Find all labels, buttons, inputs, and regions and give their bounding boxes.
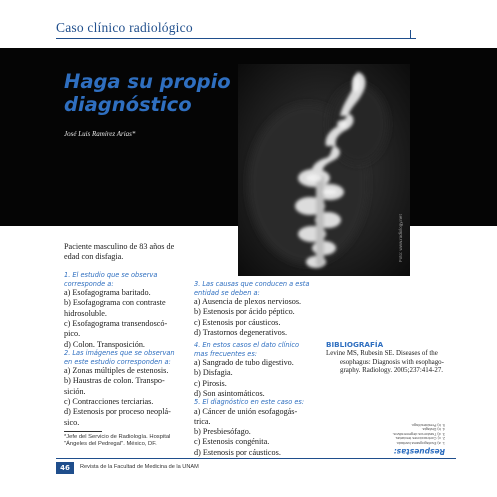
title-rule-end: [410, 30, 411, 39]
image-credit: Foto: www.radiology.net: [398, 214, 403, 262]
answer-option: d) Estenosis por proceso neoplá-: [64, 407, 171, 417]
author-name: José Luis Ramírez Arias*: [64, 130, 136, 138]
bibliography-heading: BIBLIOGRAFÍA: [326, 340, 384, 349]
bibliography-line: esophagus: Diagnosis with esophago-: [340, 358, 444, 366]
bibliography-line: graphy. Radiology. 2005;237:414-27.: [340, 367, 444, 375]
title-rule: [56, 38, 416, 39]
answer-option: a) Zonas múltiples de estenosis.: [64, 366, 169, 376]
answer-option: b) Presbiesófago.: [194, 427, 251, 437]
question-heading: [64, 271, 192, 288]
answer-option: trica.: [194, 416, 211, 426]
answer-option: d) Colon. Transposición.: [64, 339, 145, 349]
xray-image: [238, 64, 410, 276]
headline-line-1: Haga su propio: [64, 70, 231, 93]
answer-option: a) Esofagograma baritado.: [64, 288, 151, 298]
answers-box: [333, 406, 445, 456]
answer-option: pico.: [64, 329, 81, 339]
answer-option: sición.: [64, 386, 86, 396]
question-heading-line: 5. El diagnóstico en este caso es:: [194, 398, 305, 406]
question-heading-line: en este estudio corresponden a:: [64, 357, 171, 366]
answer-line: 4. b) Disfagia.: [421, 427, 445, 432]
answer-option: a) Sangrado de tubo digestivo.: [194, 358, 294, 368]
question-heading: [64, 349, 192, 366]
footnote-line: *Jefe del Servicio de Radiología. Hospital: [64, 434, 171, 440]
question-5: [194, 398, 322, 458]
bibliography-line: Levine MS, Rubesin SE. Diseases of the: [326, 350, 438, 357]
answer-line: 3. d) Trastornos degenerativos.: [392, 431, 445, 436]
question-4: [194, 341, 322, 399]
answer-option: c) Contracciones terciarias.: [64, 397, 154, 407]
headline-line-2: diagnóstico: [64, 93, 192, 116]
page-number: 46: [56, 462, 74, 474]
case-intro-line: edad con disfagia.: [64, 252, 124, 262]
author-affiliation-footnote: [64, 434, 170, 448]
question-heading-line: 1. El estudio que se observa: [64, 271, 158, 279]
answer-option: b) Haustras de colon. Transpo-: [64, 376, 165, 386]
answer-option: b) Estenosis por ácido péptico.: [194, 307, 295, 317]
answer-option: a) Ausencia de plexos nerviosos.: [194, 297, 302, 307]
question-heading-line: 3. Las causas que conducen a esta: [194, 280, 310, 288]
answer-option: sico.: [64, 417, 80, 427]
question-heading: [194, 341, 322, 358]
question-1: [64, 271, 192, 350]
answers-heading: Respuestas:: [393, 447, 445, 456]
question-heading: [194, 398, 322, 407]
question-heading: [194, 280, 322, 297]
answer-option: c) Estenosis por cáusticos.: [194, 317, 281, 327]
question-3: [194, 280, 322, 338]
question-heading-line: 4. En estos casos el dato clínico: [194, 341, 300, 349]
footnote-rule: [64, 431, 102, 432]
question-2: [64, 349, 192, 428]
answer-line: 1. a) Esofagograma baritado.: [395, 441, 445, 445]
question-heading-line: mas frecuentes es:: [194, 349, 258, 358]
answer-option: d) Estenosis por cáusticos.: [194, 447, 281, 457]
case-intro: [64, 242, 192, 263]
answer-option: hidrosoluble.: [64, 308, 107, 318]
section-title: Caso clínico radiológico: [56, 20, 193, 35]
question-heading-line: 2. Las imágenes que se observan: [64, 349, 175, 357]
footnote-line: "Ángeles del Pedregal". México, DF.: [64, 441, 157, 447]
answer-line: 5. b) Presbiesófago.: [411, 422, 445, 427]
answer-option: b) Esofagograma con contraste: [64, 298, 166, 308]
answer-option: c) Estenosis congénita.: [194, 437, 270, 447]
answer-line: 2. c) Contracciones terciarias.: [394, 436, 445, 441]
answer-option: d) Son asintomáticos.: [194, 389, 265, 399]
journal-name: Revista de la Facultad de Medicina de la UNAM: [80, 464, 199, 470]
bibliography-entry: [326, 350, 444, 376]
answer-option: c) Pirosis.: [194, 378, 227, 388]
answer-option: d) Trastornos degenerativos.: [194, 328, 288, 338]
question-heading-line: corresponde a:: [64, 279, 114, 288]
answer-option: b) Disfagia.: [194, 368, 233, 378]
answer-option: a) Cáncer de unión esofagogás-: [194, 406, 298, 416]
esophagogram-illustration: [238, 64, 410, 276]
footer-rule: [56, 458, 456, 459]
question-heading-line: entidad se deben a:: [194, 288, 260, 297]
case-intro-line: Paciente masculino de 83 años de: [64, 242, 175, 251]
answer-option: c) Esofagograma transendoscó-: [64, 319, 168, 329]
